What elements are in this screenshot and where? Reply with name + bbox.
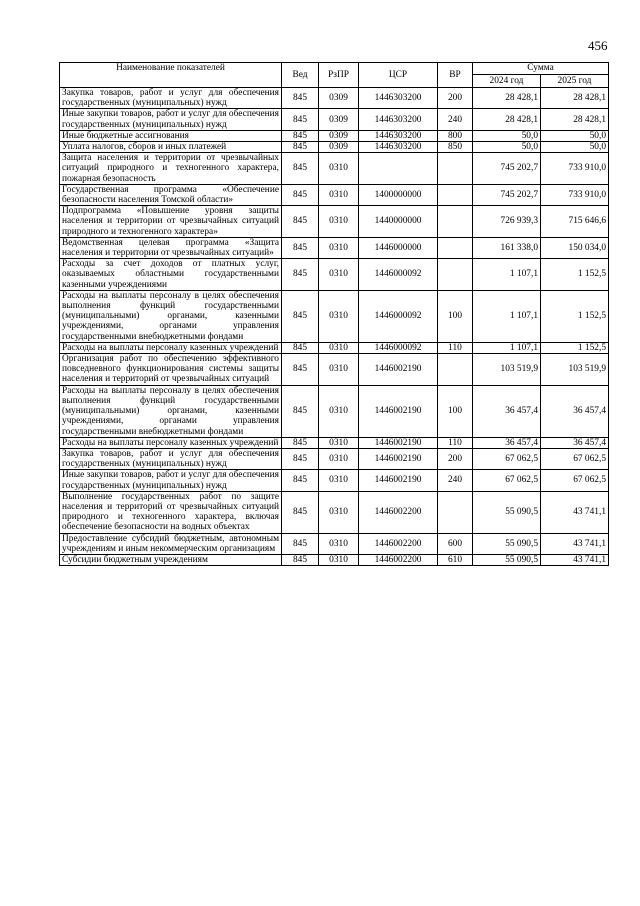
row-vr: 200 xyxy=(438,88,473,109)
row-sum-2025: 43 741,1 xyxy=(541,491,609,533)
row-ved: 845 xyxy=(282,109,319,130)
row-sum-2025: 43 741,1 xyxy=(541,533,609,554)
row-sum-2024: 67 062,5 xyxy=(473,470,541,491)
row-sum-2025: 67 062,5 xyxy=(541,470,609,491)
row-ved: 845 xyxy=(282,290,319,342)
table-row xyxy=(60,470,609,491)
row-sum-2024: 745 202,7 xyxy=(473,153,541,185)
row-vr xyxy=(438,206,473,238)
table-row xyxy=(60,354,609,386)
row-sum-2024: 726 939,3 xyxy=(473,206,541,238)
row-sum-2025: 1 152,5 xyxy=(541,342,609,353)
row-ved: 845 xyxy=(282,554,319,565)
row-rzpr: 0309 xyxy=(319,109,359,130)
row-name: Защита населения и территории от чрезвычайных ситуаций природного и техногенного характера, пожарная безопасность xyxy=(60,153,282,185)
row-ved: 845 xyxy=(282,470,319,491)
row-vr: 240 xyxy=(438,470,473,491)
row-csr: 1446002200 xyxy=(359,491,438,533)
row-sum-2025: 150 034,0 xyxy=(541,237,609,258)
row-csr: 1446000092 xyxy=(359,342,438,353)
row-vr xyxy=(438,184,473,205)
table-row xyxy=(60,142,609,153)
row-ved: 845 xyxy=(282,437,319,448)
row-sum-2025: 733 910,0 xyxy=(541,153,609,185)
row-rzpr: 0310 xyxy=(319,354,359,386)
row-ved: 845 xyxy=(282,142,319,153)
row-vr xyxy=(438,237,473,258)
row-sum-2024: 1 107,1 xyxy=(473,290,541,342)
row-sum-2025: 28 428,1 xyxy=(541,109,609,130)
row-csr: 1446002190 xyxy=(359,385,438,437)
budget-table xyxy=(59,62,609,566)
row-rzpr: 0310 xyxy=(319,206,359,238)
row-vr: 100 xyxy=(438,385,473,437)
row-rzpr: 0309 xyxy=(319,142,359,153)
row-name: Субсидии бюджетным учреждениям xyxy=(60,554,282,565)
row-csr: 1446002200 xyxy=(359,533,438,554)
header-rzpr: РзПР xyxy=(319,63,359,88)
table-row xyxy=(60,88,609,109)
row-name: Иные закупки товаров, работ и услуг для обеспечения государственных (муниципальных) нужд xyxy=(60,109,282,130)
table-row xyxy=(60,109,609,130)
table-row xyxy=(60,385,609,437)
row-csr: 1446002190 xyxy=(359,448,438,469)
header-2025: 2025 год xyxy=(541,75,609,88)
header-csr: ЦСР xyxy=(359,63,438,88)
row-name: Иные закупки товаров, работ и услуг для обеспечения государственных (муниципальных) нужд xyxy=(60,470,282,491)
row-csr: 1446303200 xyxy=(359,88,438,109)
table-row xyxy=(60,237,609,258)
row-sum-2024: 1 107,1 xyxy=(473,342,541,353)
row-rzpr: 0310 xyxy=(319,448,359,469)
row-vr: 200 xyxy=(438,448,473,469)
row-sum-2025: 36 457,4 xyxy=(541,385,609,437)
row-csr: 1440000000 xyxy=(359,206,438,238)
row-csr: 1400000000 xyxy=(359,184,438,205)
row-sum-2025: 733 910,0 xyxy=(541,184,609,205)
row-sum-2025: 50,0 xyxy=(541,130,609,141)
row-sum-2024: 745 202,7 xyxy=(473,184,541,205)
row-rzpr: 0310 xyxy=(319,554,359,565)
row-rzpr: 0310 xyxy=(319,290,359,342)
row-sum-2024: 55 090,5 xyxy=(473,491,541,533)
row-sum-2025: 67 062,5 xyxy=(541,448,609,469)
row-name: Государственная программа «Обеспечение безопасности населения Томской области» xyxy=(60,184,282,205)
row-ved: 845 xyxy=(282,88,319,109)
table-row xyxy=(60,290,609,342)
row-rzpr: 0310 xyxy=(319,385,359,437)
row-name: Выполнение государственных работ по защите населения и территорий от чрезвычайных ситуаций природного и техногенного характера, включая обеспечение безопасности на водных объектах xyxy=(60,491,282,533)
row-sum-2024: 28 428,1 xyxy=(473,109,541,130)
row-sum-2024: 50,0 xyxy=(473,142,541,153)
header-2024: 2024 год xyxy=(473,75,541,88)
row-sum-2024: 36 457,4 xyxy=(473,437,541,448)
row-name: Иные бюджетные ассигнования xyxy=(60,130,282,141)
table-row xyxy=(60,554,609,565)
row-csr: 1446303200 xyxy=(359,130,438,141)
row-sum-2025: 36 457,4 xyxy=(541,437,609,448)
row-sum-2024: 55 090,5 xyxy=(473,533,541,554)
table-row xyxy=(60,184,609,205)
header-name: Наименование показателей xyxy=(60,63,282,88)
table-row xyxy=(60,130,609,141)
row-csr: 1446000092 xyxy=(359,290,438,342)
row-rzpr: 0310 xyxy=(319,491,359,533)
row-rzpr: 0310 xyxy=(319,533,359,554)
row-csr: 1446000000 xyxy=(359,237,438,258)
row-name: Предоставление субсидий бюджетным, автономным учреждениям и иным некоммерческим организациям xyxy=(60,533,282,554)
row-ved: 845 xyxy=(282,237,319,258)
table-row xyxy=(60,491,609,533)
row-csr: 1446303200 xyxy=(359,109,438,130)
row-sum-2025: 28 428,1 xyxy=(541,88,609,109)
row-csr: 1446002190 xyxy=(359,437,438,448)
row-name: Расходы на выплаты персоналу казенных учреждений xyxy=(60,437,282,448)
row-name: Расходы на выплаты персоналу в целях обеспечения выполнения функций государственными (муниципальными) органами, казенными учреждениями, органами управления государственными внебюджетными фондами xyxy=(60,290,282,342)
row-sum-2024: 67 062,5 xyxy=(473,448,541,469)
row-sum-2024: 103 519,9 xyxy=(473,354,541,386)
row-rzpr: 0310 xyxy=(319,437,359,448)
row-rzpr: 0309 xyxy=(319,88,359,109)
table-row xyxy=(60,448,609,469)
row-rzpr: 0310 xyxy=(319,153,359,185)
table-body xyxy=(60,88,609,566)
header-ved: Вед xyxy=(282,63,319,88)
row-ved: 845 xyxy=(282,385,319,437)
row-sum-2025: 103 519,9 xyxy=(541,354,609,386)
row-sum-2024: 36 457,4 xyxy=(473,385,541,437)
header-sum: Сумма xyxy=(473,63,609,75)
row-sum-2024: 55 090,5 xyxy=(473,554,541,565)
row-vr: 850 xyxy=(438,142,473,153)
row-sum-2025: 1 152,5 xyxy=(541,290,609,342)
row-ved: 845 xyxy=(282,206,319,238)
row-ved: 845 xyxy=(282,448,319,469)
table-row xyxy=(60,206,609,238)
row-vr xyxy=(438,491,473,533)
page-number: 456 xyxy=(588,38,608,53)
row-csr: 1446000092 xyxy=(359,259,438,291)
row-name: Расходы на выплаты персоналу казенных учреждений xyxy=(60,342,282,353)
row-sum-2024: 28 428,1 xyxy=(473,88,541,109)
row-csr: 1446002200 xyxy=(359,554,438,565)
row-sum-2025: 50,0 xyxy=(541,142,609,153)
row-vr: 110 xyxy=(438,342,473,353)
row-name: Подпрограмма «Повышение уровня защиты населения и территории от чрезвычайных ситуаций природного и техногенного характера» xyxy=(60,206,282,238)
row-csr xyxy=(359,153,438,185)
row-ved: 845 xyxy=(282,153,319,185)
row-name: Организация работ по обеспечению эффективного повседневного функционирования системы защиты населения и территорий от чрезвычайных ситуаций xyxy=(60,354,282,386)
row-rzpr: 0310 xyxy=(319,342,359,353)
row-ved: 845 xyxy=(282,184,319,205)
row-sum-2025: 1 152,5 xyxy=(541,259,609,291)
row-rzpr: 0310 xyxy=(319,470,359,491)
row-ved: 845 xyxy=(282,342,319,353)
row-rzpr: 0310 xyxy=(319,184,359,205)
table-row xyxy=(60,259,609,291)
row-csr: 1446303200 xyxy=(359,142,438,153)
row-vr xyxy=(438,153,473,185)
row-sum-2024: 50,0 xyxy=(473,130,541,141)
row-name: Расходы на выплаты персоналу в целях обеспечения выполнения функций государственными (муниципальными) органами, казенными учреждениями, органами управления государственными внебюджетными фондами xyxy=(60,385,282,437)
row-vr xyxy=(438,354,473,386)
row-ved: 845 xyxy=(282,491,319,533)
row-ved: 845 xyxy=(282,259,319,291)
row-sum-2024: 1 107,1 xyxy=(473,259,541,291)
table-row xyxy=(60,342,609,353)
row-rzpr: 0309 xyxy=(319,130,359,141)
row-vr: 110 xyxy=(438,437,473,448)
row-ved: 845 xyxy=(282,130,319,141)
row-name: Расходы за счет доходов от платных услуг, оказываемых областными государственными казенными учреждениями xyxy=(60,259,282,291)
row-vr: 600 xyxy=(438,533,473,554)
header-vr: ВР xyxy=(438,63,473,88)
table-row xyxy=(60,437,609,448)
row-rzpr: 0310 xyxy=(319,237,359,258)
row-name: Ведомственная целевая программа «Защита населения и территории от чрезвычайных ситуаций» xyxy=(60,237,282,258)
row-vr: 240 xyxy=(438,109,473,130)
row-csr: 1446002190 xyxy=(359,470,438,491)
row-name: Закупка товаров, работ и услуг для обеспечения государственных (муниципальных) нужд xyxy=(60,88,282,109)
row-sum-2025: 43 741,1 xyxy=(541,554,609,565)
table-row xyxy=(60,533,609,554)
row-vr: 100 xyxy=(438,290,473,342)
row-name: Закупка товаров, работ и услуг для обеспечения государственных (муниципальных) нужд xyxy=(60,448,282,469)
row-vr: 800 xyxy=(438,130,473,141)
table-header xyxy=(60,63,609,88)
table-row xyxy=(60,153,609,185)
row-sum-2024: 161 338,0 xyxy=(473,237,541,258)
row-name: Уплата налогов, сборов и иных платежей xyxy=(60,142,282,153)
row-ved: 845 xyxy=(282,354,319,386)
row-sum-2025: 715 646,6 xyxy=(541,206,609,238)
row-vr xyxy=(438,259,473,291)
row-ved: 845 xyxy=(282,533,319,554)
row-csr: 1446002190 xyxy=(359,354,438,386)
row-vr: 610 xyxy=(438,554,473,565)
row-rzpr: 0310 xyxy=(319,259,359,291)
